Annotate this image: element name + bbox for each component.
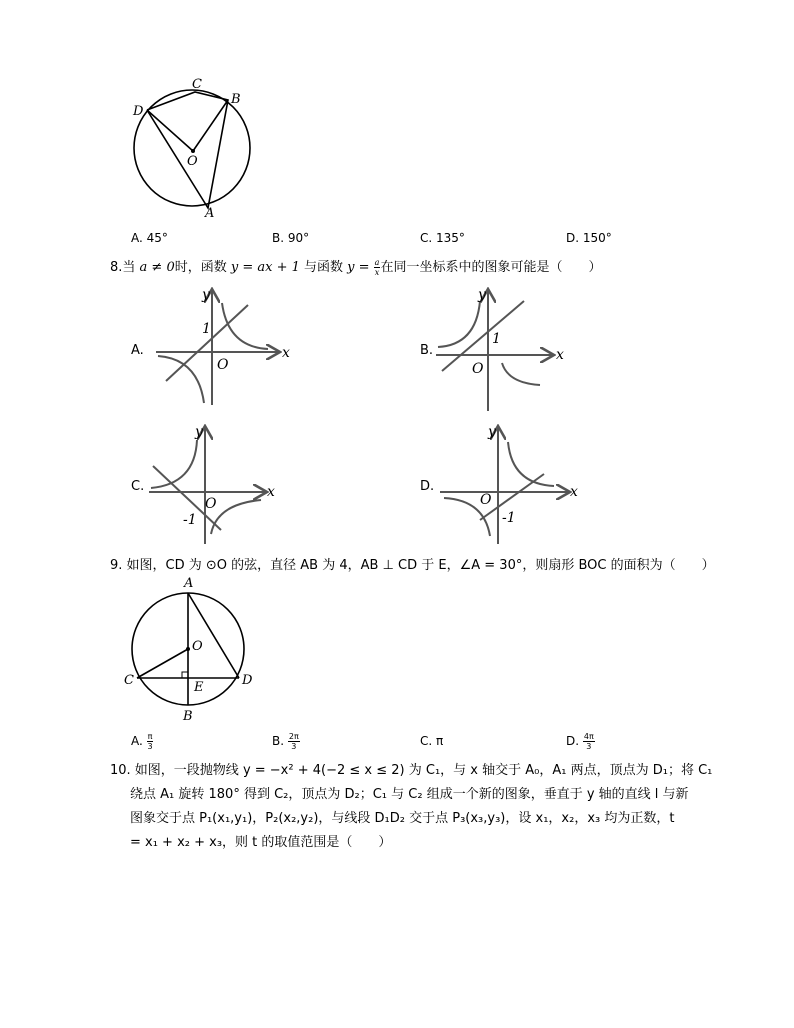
- q8-f2-den: x: [374, 268, 380, 277]
- q8a-one-label: 1: [202, 321, 211, 337]
- q9-option-d-frac: [583, 732, 595, 751]
- q8d-hyperbola-1: [508, 442, 554, 486]
- q8-f1: y = ax + 1: [230, 260, 300, 275]
- q8c-y-label: y: [195, 424, 203, 440]
- q9-option-d-num: 4π: [583, 732, 594, 741]
- q9-label-b: B: [183, 709, 193, 724]
- q7-quadrilateral: [147, 92, 228, 208]
- q8b-hyperbola-2: [502, 363, 540, 385]
- q7-option-b[interactable]: B. 90°: [272, 231, 310, 245]
- q7-label-o: O: [187, 154, 198, 169]
- q8-stem: [110, 258, 601, 277]
- q8d-y-label: y: [488, 424, 496, 440]
- q8-graph-c: [145, 420, 285, 548]
- q8c-neg-one-label: -1: [183, 512, 197, 528]
- q9-option-b-frac: [288, 732, 300, 751]
- q8a-line: [166, 305, 248, 381]
- q7-label-c: C: [192, 77, 202, 92]
- q8-stem-a: 当: [122, 260, 140, 275]
- q8-graph-b-letter[interactable]: B.: [420, 343, 434, 358]
- q8-stem-c: 与函数: [299, 260, 348, 275]
- q7-option-a[interactable]: A. 45°: [131, 231, 168, 245]
- q7-circle-figure: [125, 72, 255, 222]
- q8-number: 8.: [110, 260, 123, 275]
- q9-option-c-letter: C.: [420, 734, 433, 748]
- q8-cond: a ≠ 0: [139, 260, 175, 275]
- q8c-x-label: x: [267, 484, 275, 500]
- q8-f2-left: y =: [347, 260, 374, 275]
- q8a-y-label: y: [202, 287, 210, 303]
- q9-label-c: C: [124, 673, 134, 688]
- q9-option-a-den: 3: [147, 742, 153, 751]
- q8-graph-b: [432, 283, 582, 413]
- q8-stem-d: 在同一坐标系中的图象可能是（ ）: [380, 260, 602, 275]
- q9-option-b-den: 3: [291, 742, 297, 751]
- q7-label-b: B: [231, 92, 241, 107]
- q7-option-d[interactable]: D. 150°: [566, 231, 612, 245]
- q8c-o-label: O: [205, 496, 217, 512]
- q8a-hyperbola-1: [222, 303, 268, 349]
- q8d-neg-one-label: -1: [502, 510, 516, 526]
- q9-center-dot: [186, 647, 190, 651]
- q9-stem: 9. 如图，CD 为 ⊙O 的弦，直径 AB 为 4，AB ⊥ CD 于 E，∠A = 30°，则扇形 BOC 的面积为（ ）: [110, 558, 715, 573]
- q8-graph-c-letter[interactable]: C.: [131, 479, 145, 494]
- q7-label-d: D: [133, 104, 144, 119]
- q9-label-o: O: [192, 639, 203, 654]
- q8a-hyperbola-2: [158, 356, 204, 403]
- q9-segment-ad: [188, 593, 239, 678]
- q8b-o-label: O: [472, 361, 484, 377]
- q8d-x-label: x: [570, 484, 578, 500]
- q7-option-c[interactable]: C. 135°: [420, 231, 465, 245]
- q9-segment-oc: [137, 649, 188, 678]
- q7-label-a: A: [205, 206, 215, 221]
- q9-circle-figure: [118, 574, 268, 726]
- q9-label-e: E: [194, 680, 204, 695]
- q10-line-1: 10. 如图，一段抛物线 y = −x² + 4(−2 ≤ x ≤ 2) 为 C₁，与 x 轴交于 A₀，A₁ 两点，顶点为 D₁；将 C₁: [110, 763, 713, 778]
- q8-stem-b: 时，函数: [174, 260, 231, 275]
- q7-circle: [134, 90, 250, 206]
- q9-option-b-num: 2π: [288, 732, 299, 741]
- q7-center-dot: [191, 149, 195, 153]
- q8-graph-d-letter[interactable]: D.: [420, 479, 435, 494]
- q9-label-a: A: [184, 576, 194, 591]
- q9-option-d[interactable]: [566, 732, 595, 751]
- q10-line-3: 图象交于点 P₁(x₁,y₁)，P₂(x₂,y₂)，与线段 D₁D₂ 交于点 P₃(x₃,y₃)，设 x₁，x₂，x₃ 均为正数，t: [130, 811, 675, 826]
- q8a-o-label: O: [217, 357, 229, 373]
- q9-option-b-letter: B.: [272, 734, 285, 748]
- q10-line-2: 绕点 A₁ 旋转 180° 得到 C₂，顶点为 D₂；C₁ 与 C₂ 组成一个新的图象，垂直于 y 轴的直线 l 与新: [130, 787, 689, 802]
- q8-graph-d: [436, 420, 586, 548]
- q10-line-4: = x₁ + x₂ + x₃，则 t 的取值范围是（ ）: [130, 835, 392, 850]
- q8b-hyperbola-1: [438, 301, 480, 347]
- q8d-o-label: O: [480, 492, 492, 508]
- q8a-x-label: x: [282, 345, 290, 361]
- q9-option-a-letter: A.: [131, 734, 143, 748]
- q9-label-d: D: [242, 673, 253, 688]
- q8-f2-num: a: [374, 258, 380, 267]
- q9-right-angle: [182, 672, 188, 678]
- q9-option-d-letter: D.: [566, 734, 580, 748]
- q9-option-a[interactable]: [131, 732, 153, 751]
- q9-option-b[interactable]: [272, 732, 300, 751]
- q9-option-d-den: 3: [586, 742, 592, 751]
- q8-graph-a: [148, 283, 298, 408]
- q8-graph-a-letter[interactable]: A.: [131, 343, 144, 358]
- q8b-x-label: x: [556, 347, 564, 363]
- q9-option-c[interactable]: [420, 732, 443, 750]
- q9-option-a-num: π: [147, 732, 153, 741]
- q9-option-c-text: π: [436, 734, 444, 748]
- q8b-one-label: 1: [492, 331, 501, 347]
- q8b-y-label: y: [478, 287, 486, 303]
- q8c-hyperbola-1: [151, 440, 197, 488]
- q9-option-a-frac: [147, 732, 154, 751]
